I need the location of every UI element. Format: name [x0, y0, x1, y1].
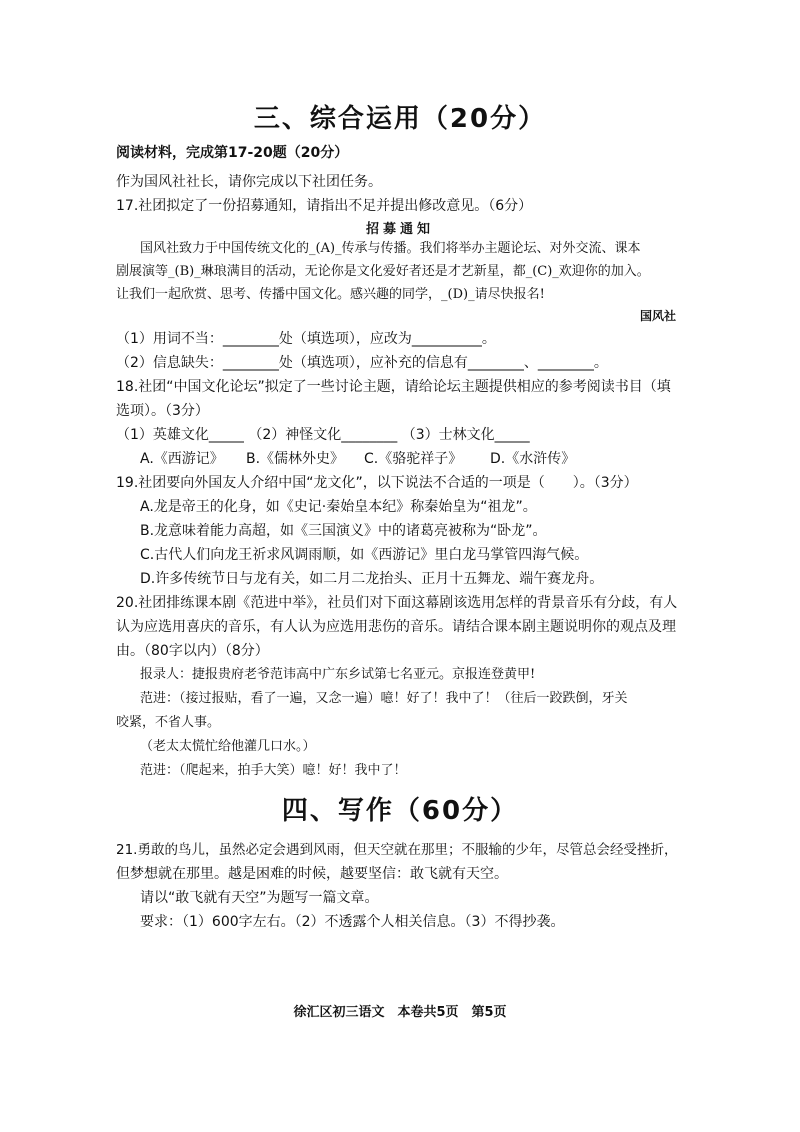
- script-line: （老太太慌忙给他灌几口水。）: [140, 739, 316, 754]
- q17-sub2: （2）信息缺失：________处（填选项），应补充的信息有________、________。: [116, 355, 608, 371]
- section4-title: 四、写作（60分）: [281, 796, 519, 826]
- q19-option: A.龙是帝王的化身，如《史记·秦始皇本纪》称秦始皇为“祖龙”。: [140, 499, 537, 515]
- notice-title: 招募通知: [365, 222, 434, 237]
- page-footer: 徐汇区初三语文 本卷共5页 第5页: [293, 1005, 507, 1020]
- q21-line: 请以“敢飞就有天空”为题写一篇文章。: [140, 890, 379, 906]
- q21-requirements: 要求：（1）600字左右。（2）不透露个人相关信息。（3）不得抄袭。: [140, 914, 565, 930]
- q18-topics: （1）英雄文化_____ （2）神怪文化________ （3）士林文化_____: [116, 427, 530, 443]
- q18-option: D.《水浒传》: [490, 451, 576, 467]
- script-line: 报录人：捷报贵府老爷范讳高中广东乡试第七名亚元。京报连登黄甲!: [140, 667, 536, 682]
- script-line: 咬紧，不省人事。: [116, 715, 221, 730]
- q21-line: 但梦想就在那里。越是困难的时候，越要坚信：敢飞就有天空。: [116, 866, 508, 882]
- section3-intro: 阅读材料，完成第17-20题（20分）: [116, 145, 349, 161]
- q18-stem: 选项）。（3分）: [116, 403, 209, 419]
- q18-option: B.《儒林外史》: [246, 451, 345, 467]
- q17-stem: 17.社团拟定了一份招募通知，请指出不足并提出修改意见。（6分）: [116, 198, 533, 214]
- q20-stem: 认为应选用喜庆的音乐，有人认为应选用悲伤的音乐。请结合课本剧主题说明你的观点及理: [116, 619, 676, 635]
- script-line: 范进：（爬起来，拍手大笑）噫！好！我中了！: [140, 763, 407, 778]
- q18-option: A.《西游记》: [140, 451, 224, 467]
- q21-line: 21.勇敢的鸟儿，虽然必定会遇到风雨，但天空就在那里；不服输的少年，尽管总会经受挫折，: [116, 842, 678, 858]
- section3-title: 三、综合运用（20分）: [253, 104, 547, 134]
- section3-task: 作为国风社社长，请你完成以下社团任务。: [116, 174, 382, 190]
- q19-stem: 19.社团要向外国友人介绍中国“龙文化”，以下说法不合适的一项是（ ）。（3分）: [116, 475, 638, 491]
- notice-line: 剧展演等_(B)_琳琅满目的活动，无论你是文化爱好者还是才艺新星，都_(C)_欢迎你的加入。: [116, 264, 650, 279]
- notice-line: 国风社致力于中国传统文化的_(A)_传承与传播。我们将举办主题论坛、对外交流、课本: [140, 241, 641, 256]
- notice-line: 让我们一起欣赏、思考、传播中国文化。感兴趣的同学，_(D)_请尽快报名!: [116, 287, 545, 302]
- notice-signature: 国风社: [640, 309, 677, 323]
- q19-option: B.龙意味着能力高超，如《三国演义》中的诸葛亮被称为“卧龙”。: [140, 523, 547, 539]
- q17-sub1: （1）用词不当：________处（填选项），应改为__________。: [116, 331, 496, 347]
- q19-option: C.古代人们向龙王祈求风调雨顺，如《西游记》里白龙马掌管四海气候。: [140, 547, 589, 563]
- q20-stem: 由。（80字以内）（8分）: [116, 643, 269, 659]
- q18-stem: 18.社团“中国文化论坛”拟定了一些讨论主题，请给论坛主题提供相应的参考阅读书目（填: [116, 379, 671, 395]
- q18-option: C.《骆驼祥子》: [364, 451, 463, 467]
- q19-option: D.许多传统节日与龙有关，如二月二龙抬头、正月十五舞龙、端午赛龙舟。: [140, 571, 604, 587]
- script-line: 范进：（接过报贴，看了一遍，又念一遍）噫！好了！我中了！（往后一跤跌倒，牙关: [140, 691, 628, 706]
- q20-stem: 20.社团排练课本剧《范进中举》，社员们对下面这幕剧该选用怎样的背景音乐有分歧，有人: [116, 595, 678, 611]
